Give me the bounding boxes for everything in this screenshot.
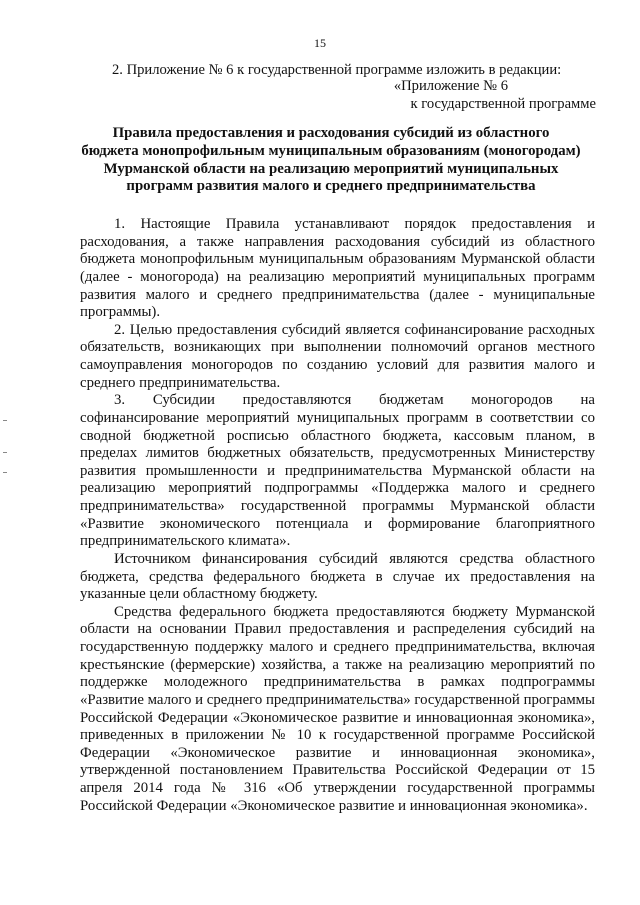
paragraph-1: 1. Настоящие Правила устанавливают порядок предоставления и расходования, а также направления расходования субсидий из областного бюджета монопрофильным муниципальным образованиям Мурманской области (далее - моногорода) на реализацию мероприятий муниципальных программ развития малого и среднего предпринимательства (далее - муниципальные программы). [80,216,595,321]
document-title [66,125,596,196]
title-line: бюджета монопрофильным муниципальным образованиям (моногородам) [81,142,581,159]
paragraph-4: Источником финансирования субсидий являются средства областного бюджета, средства федерального бюджета в случае их предоставления на указанные цели областному бюджету. [80,550,595,603]
annex-line-2: к государственной программе [410,95,596,112]
intro-line: 2. Приложение № 6 к государственной программе изложить в редакции: [112,62,562,78]
paragraph-3: 3. Субсидии предоставляются бюджетам моногородов на софинансирование мероприятий муниципальных программ в соответствии со сводной бюджетной росписью областного бюджета, кассовым планом, в пределах лимитов бюджетных обязательств, предусмотренных Министерству развития промышленности и предпринимательства Мурманской области на реализацию мероприятий подпрограммы «Поддержка малого и среднего предпринимательства» государственной программы Мурманской области «Развитие экономического потенциала и формирование благоприятного предпринимательского климата». [80,392,595,550]
scan-margin-mark [3,452,7,453]
annex-header [394,78,596,113]
scan-margin-mark [3,472,7,473]
scan-margin-mark [3,420,7,421]
body-text [80,216,595,815]
title-line: программ развития малого и среднего предпринимательства [126,178,536,195]
paragraph-5: Средства федерального бюджета предоставляются бюджету Мурманской области на основании Правил предоставления и распределения субсидий на государственную поддержку малого и среднего предпринимательства, включая крестьянские (фермерские) хозяйства, а также на реализацию мероприятий по поддержке молодежного предпринимательства в рамках подпрограммы «Развитие малого и среднего предпринимательства» государственной программы Российской Федерации «Экономическое развитие и инновационная экономика», приведенных в приложении № 10 к государственной программе Российской Федерации «Экономическое развитие и инновационная экономика», утвержденной постановлением Правительства Российской Федерации от 15 апреля 2014 года № 316 «Об утверждении государственной программы Российской Федерации «Экономическое развитие и инновационная экономика». [80,603,595,814]
page-number: 15 [314,36,326,50]
annex-line-1: «Приложение № 6 [393,78,508,94]
paragraph-2: 2. Целью предоставления субсидий является софинансирование расходных обязательств, возникающих при выполнении полномочий органов местного самоуправления моногородов по созданию условий для развития малого и среднего предпринимательства. [80,321,595,391]
title-line: Мурманской области на реализацию мероприятий муниципальных [103,160,559,177]
title-line: Правила предоставления и расходования субсидий из областного [112,125,550,141]
